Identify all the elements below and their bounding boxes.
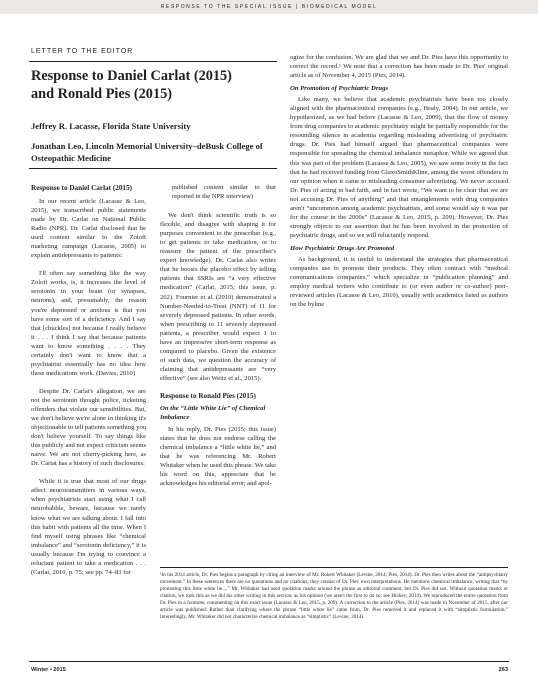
- byline-rule: [29, 168, 277, 169]
- footnote-rule: [160, 567, 508, 568]
- column-2: [160, 183, 276, 488]
- subheading-promotion: On Promotion of Psychiatric Drugs: [290, 85, 389, 93]
- running-head: RESPONSE TO THE SPECIAL ISSUE | BIOMEDICAL MODEL: [160, 4, 378, 10]
- paragraph: In our recent article (Lacasse & Leo, 2015), we transcribed public statements made by Dr. Carlat on National Public Radio (NPR). Dr. Carlat disclosed that he used content similar to the Zoloft marketing campaign (Lacasse, 2005) to explain antidepressants to patients:: [31, 198, 146, 260]
- footnote-text: ¹In his 2014 article, Dr. Pies begins a paragraph by citing an interview of Mr. Robert Whitaker (Levine, 2014; Pies, 2014). Dr. Pies then writes about the “antipsychiatry movement.” In these sentences there are no quotations and no citations; they consist of Dr. Pies' own interpretations. He mentions chemical imbalance, writing that “by promoting this little white lie....” Mr. Whitaker had used quotation marks around the phrase as editorial comment, but Dr. Pies did not. Without quotation marks or citation, we took this as we did his other writing in this section, as his opinion (we aren't the first to do so; see Hickey, 2014). We reproduced the entire quotation from Dr. Pies in a footnote, commenting on this exact issue (Lacasse & Leo, 2015, p. 209). A correction to the article (Pies, 2014) was made in November of 2015, after our article was published. Rather than clarifying where the phrase “little white lie” came from, Dr. Pies removed it and replaced it with “simplistic formulation.” Interestingly, Mr. Whitaker did not characterize chemical imbalance as “simplistic” (Levine, 2014).: [160, 572, 508, 620]
- column-1: [31, 183, 146, 577]
- page-footer-rule: [29, 661, 509, 662]
- heading-response-pies: Response to Ronald Pies (2015): [160, 391, 256, 400]
- paragraph: ogize for the confusion. We are glad that we and Dr. Pies have this opportunity to correct the record.¹ We note that a correction has been made to Dr. Pies' original article as of November 4, 2015 (Pies, 2014).: [290, 54, 508, 80]
- block-quote-continued: published content similar to that reported in the NPR interview): [172, 184, 276, 201]
- paragraph: In his reply, Dr. Pies (2015; this issue) states that he does not endorse calling the chemical imbalance a “little white lie,” and that he was referencing Mr. Robert Whitaker when he used this phrase. We take his word on this, appreciate that he acknowledges his editorial error, and apol-: [160, 426, 276, 488]
- subheading-little-white-lie: On the “Little White Lie” of Chemical Imbalance: [160, 404, 266, 422]
- page-number: 263: [498, 667, 508, 673]
- block-quote: While it is true that most of our drugs affect neurotransmitters in various ways, when psychiatrists start using what I call neurobabble, beware, because we rarely know what we are talking about. I fall into this habit with patients all the time. When I find myself using phrases like “chemical imbalance” and “serotonin deficiency,” it is usually because I'm trying to convince a reluctant patient to take a medication . . . (Carlat, 2010, p. 75; see pp. 74–83 for: [31, 478, 146, 576]
- article-title-line2: and Ronald Pies (2015): [31, 86, 173, 102]
- subheading-how-promoted: How Psychiatric Drugs Are Promoted: [290, 244, 395, 252]
- page-footer-issue: Winter • 2015: [31, 667, 66, 673]
- section-rule: [29, 61, 277, 62]
- block-quote: I'll often say something like the way Zoloft works, is, it increases the level of serotonin in your brain (or synapses, neurons), and, presumably, the reason you're depressed or anxious is that you have some sort of a deficiency. And I say that [chuckles] not because I really believe it . . . I think I say that because patients want to know something . . . . They certainly don't want to know that a psychiatrist essentially has no idea how these medications work. (Davies, 2010): [31, 270, 146, 377]
- paragraph: Like many, we believe that academic psychiatrists have been too closely aligned with the pharmaceutical companies (e.g., Healy, 2004). In our article, we hypothesized, as we had before (Lacasse & Leo, 2009), that the flow of money from drug companies to academic psychiatry might be partially responsible for the resounding silence in academia regarding misleading advertising of psychiatric drugs. Dr. Pies had himself argued that pharmaceutical companies were responsible for spreading the chemical imbalance metaphor. While we agreed that this was part of the problem (Lacasse & Leo, 2005), we saw some irony in the fact that he had received funding from GlaxoSmithKline, among the worst offenders in our opinion when it came to misleading consumer advertising. We never accused Dr. Pies of acting in bad faith, and in fact wrote, “We want to be clear that we are not accusing Dr. Pies of anything” and that entanglements with drug companies aren't “uncommon among academic psychiatrists, and some would say it was par for the course in the 2000s” (Lacasse & Leo, 2015, p. 209). However, Dr. Pies strongly objects to our assertion that he has been involved in the promotion of psychiatric drugs, and so we will reluctantly respond.: [290, 96, 508, 239]
- column-3: [290, 53, 508, 309]
- heading-response-carlat: Response to Daniel Carlat (2015): [31, 184, 133, 192]
- paragraph: As background, it is useful to understand the strategies that pharmaceutical companies use to promote their products. They often contract with “medical communications companies,” which specialize in “publication planning” and employ medical writers who contribute to (or even author or co-author) peer-reviewed articles (Lacasse & Leo, 2010), usually with academics listed as authors on the byline: [290, 255, 508, 309]
- article-title-line1: Response to Daniel Carlat (2015): [31, 68, 232, 84]
- paragraph: Despite Dr. Carlat's allegation, we are not the serotonin thought police, ticketing offenders that violate our sensibilities. But, we don't believe we're alone in thinking it's objectionable to tell patients something you don't believe yourself. To say things like this publicly and not expect criticism seems naive. We are not cherry-picking here, as Dr. Cariat has a history of such disclosures:: [31, 387, 146, 468]
- paragraph: We don't think scientific truth is so flexible, and disagree with shaping it for purposes convenient to the prescriber (e.g., to get patients to take medication, or to reassure the patient of the prescriber's expert knowledge). Dr. Carlat also writes that he boosts the placebo effect by telling patients that SSRIs are “a very effective medication” (Carlat, 2015; this issue, p. 262). Fournier et al. (2010) demonstrated a Number-Needed-to-Treat (NNT) of 11 for severely depressed patients. In other words, when prescribing to 11 severely depressed patients, a prescriber would expect 1 to have an impressive short-term response as compared to placebo. Given the existence of such data, we question the accuracy of claiming that antidepressants are “very effective” (see also Weitz et al., 2015).: [160, 212, 276, 382]
- footnote: [160, 572, 508, 621]
- section-label: LETTER TO THE EDITOR: [31, 48, 134, 55]
- author-2-line2: Osteopathic Medicine: [31, 153, 111, 163]
- author-2-line1: Jonathan Leo, Lincoln Memorial University–deBusk College of: [31, 141, 263, 151]
- author-1: Jeffrey R. Lacasse, Florida State University: [31, 121, 191, 131]
